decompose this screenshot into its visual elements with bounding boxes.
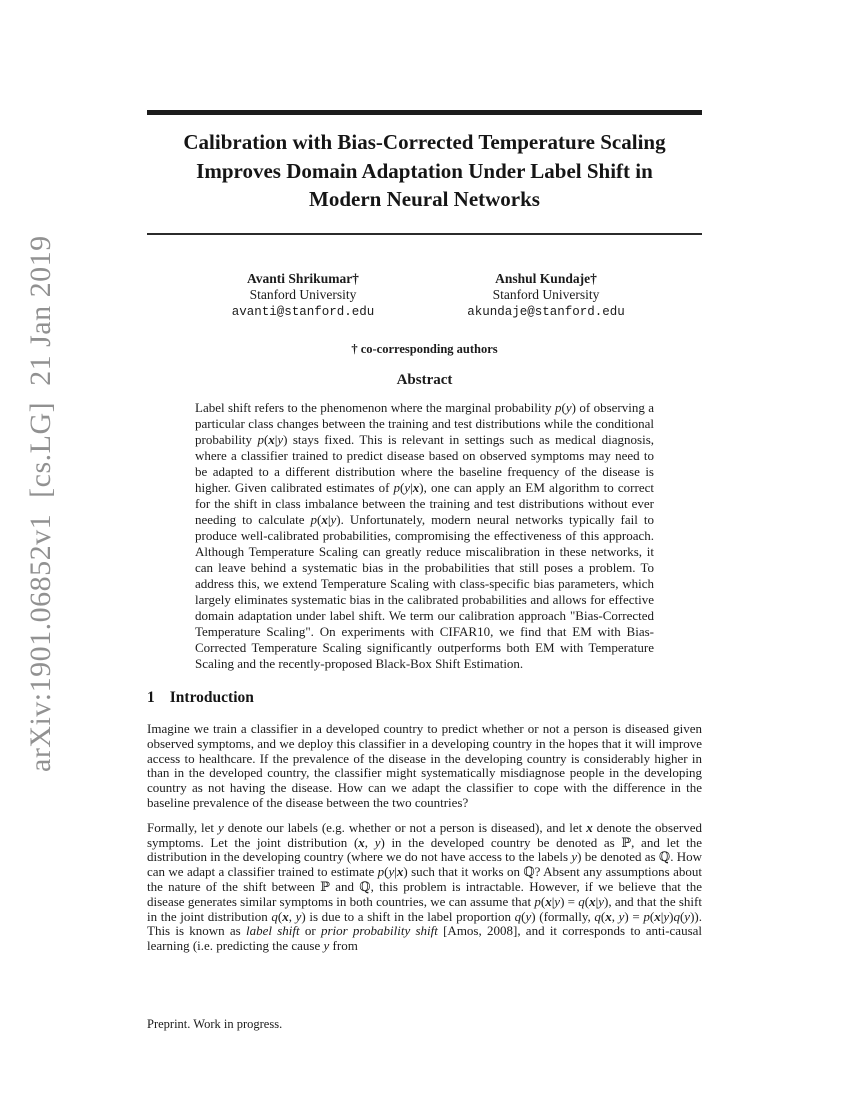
paper-title-line-2: Improves Domain Adaptation Under Label Shift in [196, 158, 653, 183]
author-2-affiliation: Stanford University [492, 287, 600, 302]
header-rule-bottom [147, 233, 702, 235]
paper-title [147, 128, 702, 214]
author-2-email: akundaje@stanford.edu [467, 304, 625, 319]
co-corresponding-note: † co-corresponding authors [351, 342, 498, 356]
author-1-email: avanti@stanford.edu [231, 304, 375, 319]
author-block [147, 271, 702, 321]
author-2 [444, 271, 649, 321]
header-rule-top [147, 110, 702, 115]
section-number: 1 [147, 689, 155, 706]
intro-paragraph-1: Imagine we train a classifier in a developed country to predict whether or not a person is diseased given observed symptoms, and we deploy this classifier in a developing country in the hopes that it will improve access to healthcare. If the prevalence of the disease in the developing country is considerably higher in than in the developed country, the classifier might systematically misdiagnose people in the developing country as not having the disease. How can we adapt the classifier to cope with the difference in the baseline prevalence of the disease between the two countries? [147, 721, 702, 810]
author-1-affiliation: Stanford University [249, 287, 357, 302]
section-heading-introduction [147, 689, 702, 707]
paper-title-line-3: Modern Neural Networks [309, 187, 540, 211]
paper-content [147, 0, 702, 954]
intro-paragraph-2: Formally, let y denote our labels (e.g. whether or not a person is diseased), and let x denote the observed symptoms. Let the joint distribution (x, y) in the developed country be denoted as ℙ, and let the distribution in the developing country (where we do not have access to the labels y) be denoted as ℚ. How can we adapt a classifier trained to estimate p(y|x) such that it works on ℚ? Absent any assumptions about the nature of the shift between ℙ and ℚ, this problem is intractable. However, if we believe that the disease generates similar symptoms in both countries, we can assume that p(x|y) = q(x|y), and that the shift in the joint distribution q(x, y) is due to a shift in the label proportion q(y) (formally, q(x, y) = p(x|y)q(y)). This is known as label shift or prior probability shift [Amos, 2008], and it corresponds to anti-causal learning (i.e. predicting the cause y from [147, 819, 703, 954]
arxiv-id-stamp: arXiv:1901.06852v1 [cs.LG] 21 Jan 2019 [24, 235, 57, 772]
author-1 [201, 271, 406, 321]
author-2-name: Anshul Kundaje† [495, 270, 597, 286]
paper-title-line-1: Calibration with Bias-Corrected Temperature Scaling [183, 130, 666, 154]
abstract-text: Label shift refers to the phenomenon where the marginal probability p(y) of observing a particular class changes between the training and test distributions while the conditional probability p(x|y) stays fixed. This is relevant in settings such as medical diagnosis, where a classifier trained to predict disease based on observed symptoms may need to be adapted to a different distribution where the baseline frequency of the disease is higher. Given calibrated estimates of p(y|x), one can apply an EM algorithm to correct for the shift in class imbalance between the training and test distributions without ever needing to calculate p(x|y). Unfortunately, modern neural networks typically fail to produce well-calibrated probabilities, compromising the effectiveness of this approach. Although Temperature Scaling can greatly reduce miscalibration in these networks, it can leave behind a systematic bias in the probabilities that still poses a problem. To address this, we extend Temperature Scaling with class-specific bias parameters, which largely eliminates systematic bias in the calibrated probabilities and allows for effective domain adaptation under label shift. We term our calibration approach "Bias-Corrected Temperature Scaling". On experiments with CIFAR10, we find that EM with Bias-Corrected Temperature Scaling significantly outperforms both EM with Temperature Scaling and the recently-proposed Black-Box Shift Estimation. [195, 400, 655, 671]
preprint-footer-note: Preprint. Work in progress. [147, 1017, 283, 1031]
section-title: Introduction [169, 689, 254, 706]
abstract-heading: Abstract [396, 372, 453, 388]
author-1-name: Avanti Shrikumar† [247, 270, 359, 286]
